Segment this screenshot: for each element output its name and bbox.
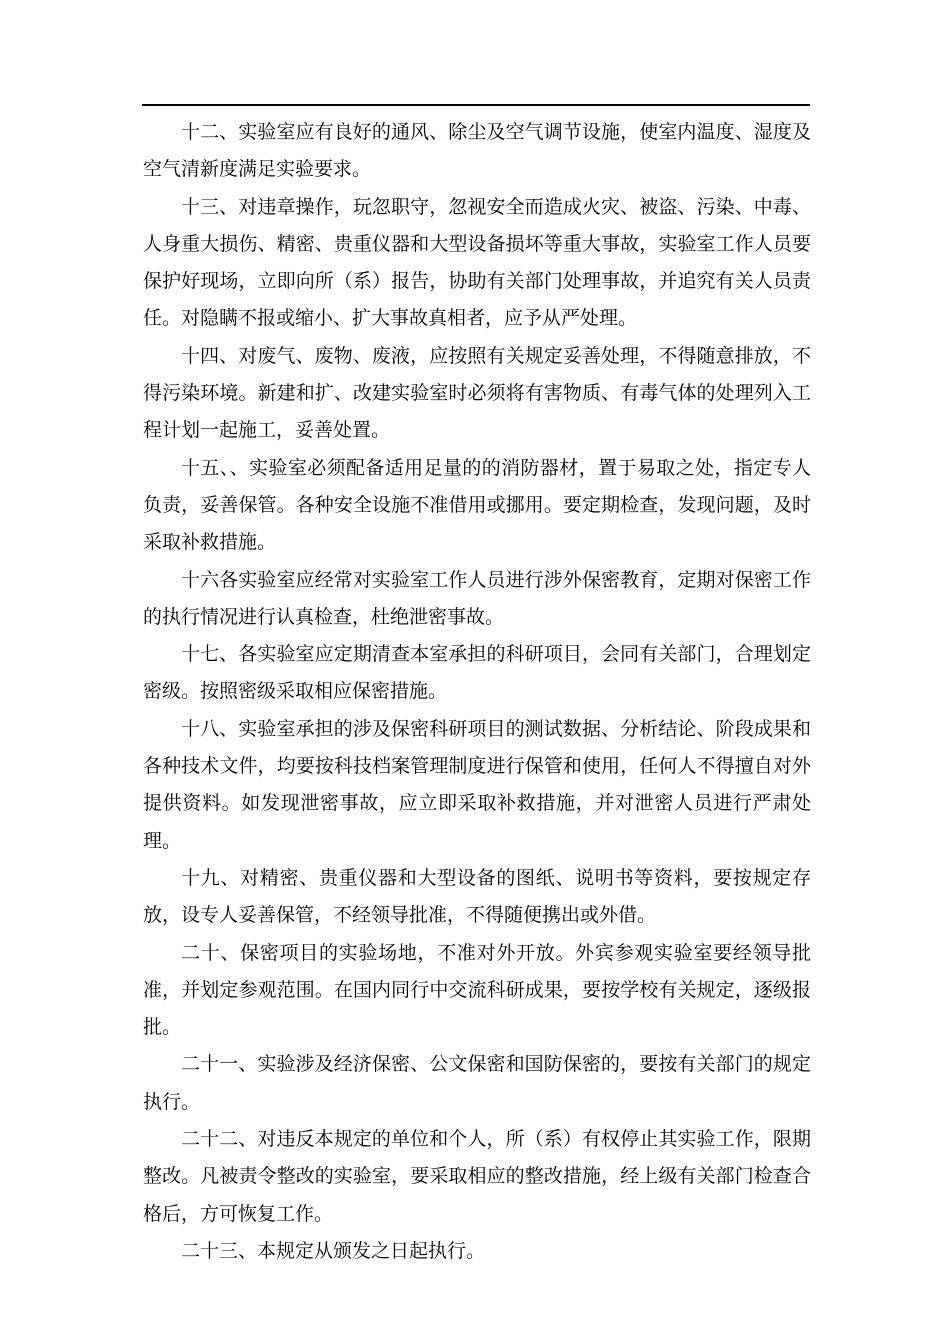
clause-15: 十五、、实验室必须配备适用足量的的消防器材，置于易取之处，指定专人负责，妥善保管。各种安全设施不准借用或挪用。要定期检查，发现问题，及时采取补救措施。 [143, 456, 811, 554]
clause-17: 十七、各实验室应定期清查本室承担的科研项目，会同有关部门，合理划定密级。按照密级采取相应保密措施。 [143, 643, 811, 703]
clause-19: 十九、对精密、贵重仪器和大型设备的图纸、说明书等资料，要按规定存放，设专人妥善保管，不经领导批准，不得随便携出或外借。 [143, 866, 811, 927]
clause-14: 十四、对废气、废物、废液，应按照有关规定妥善处理，不得随意排放，不得污染环境。新建和扩、改建实验室时必须将有害物质、有毒气体的处理列入工程计划一起施工，妥善处置。 [143, 344, 811, 442]
header-rule [142, 104, 810, 106]
clause-12: 十二、实验室应有良好的通风、除尘及空气调节设施，使室内温度、湿度及空气清新度满足实验要求。 [143, 121, 811, 181]
clause-22: 二十二、对违反本规定的单位和个人，所（系）有权停止其实验工作，限期整改。凡被责令整改的实验室，要采取相应的整改措施，经上级有关部门检查合格后，方可恢复工作。 [143, 1128, 811, 1225]
clause-13: 十三、对违章操作，玩忽职守，忽视安全而造成火灾、被盗、污染、中毒、人身重大损伤、精密、贵重仪器和大型设备损坏等重大事故，实验室工作人员要保护好现场，立即向所（系）报告，协助有关部门处理事故，并追究有关人员责任。对隐瞒不报或缩小、扩大事故真相者，应予从严处理。 [143, 195, 811, 330]
clause-18: 十八、实验室承担的涉及保密科研项目的测试数据、分析结论、阶段成果和各种技术文件，均要按科技档案管理制度进行保管和使用，任何人不得擅自对外提供资料。如发现泄密事故，应立即采取补救措施，并对泄密人员进行严肃处理。 [143, 717, 811, 852]
clause-16: 十六各实验室应经常对实验室工作人员进行涉外保密教育，定期对保密工作的执行情况进行认真检查，杜绝泄密事故。 [143, 568, 811, 628]
clause-21: 二十一、实验涉及经济保密、公文保密和国防保密的，要按有关部门的规定执行。 [143, 1053, 811, 1113]
document-body [143, 114, 811, 1270]
clause-23: 二十三、本规定从颁发之日起执行。 [181, 1239, 486, 1262]
clause-20: 二十、保密项目的实验场地，不准对外开放。外宾参观实验室要经领导批准，并划定参观范围。在国内同行中交流科研成果，要按学校有关规定，逐级报批。 [143, 941, 811, 1039]
